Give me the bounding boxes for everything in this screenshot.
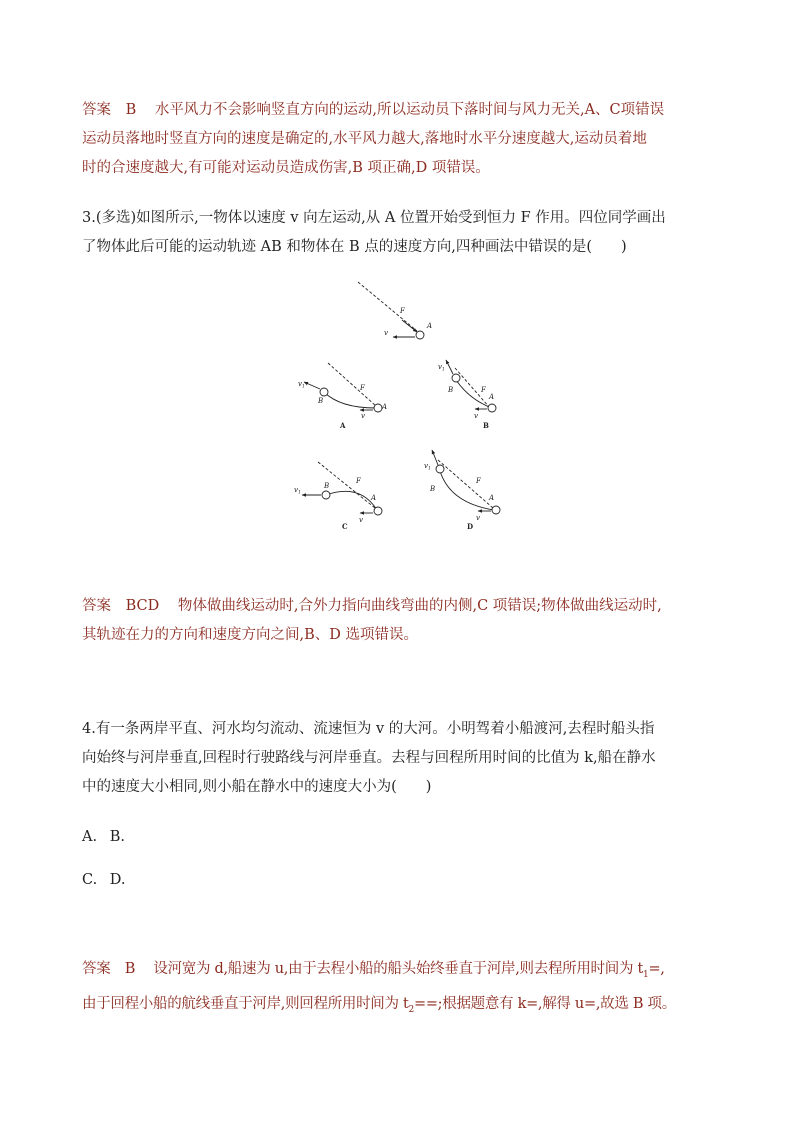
object-b bbox=[452, 374, 460, 382]
force-arrow bbox=[402, 320, 417, 332]
diagram-option-c bbox=[294, 462, 382, 531]
options-row-1 bbox=[82, 826, 133, 848]
answer-text: 由于回程小船的航线垂直于河岸,则回程所用时间为 t bbox=[82, 995, 409, 1012]
label-b: B bbox=[448, 386, 454, 394]
trajectory-curve bbox=[324, 392, 376, 408]
label-b: B bbox=[318, 397, 324, 405]
object-b bbox=[320, 388, 328, 396]
answer-2-line-1 bbox=[82, 96, 712, 125]
question-4-line-1: 4.有一条两岸平直、河水均匀流动、流速恒为 v 的大河。小明驾着小船渡河,去程时船头指 bbox=[82, 721, 655, 737]
question-4-line-3: 中的速度大小相同,则小船在静水中的速度大小为( ) bbox=[82, 779, 432, 795]
label-v1: $v_1$ bbox=[438, 363, 445, 373]
label-b: B bbox=[430, 485, 436, 493]
answer-2 bbox=[82, 96, 712, 183]
question-3-line-1: 3.(多选)如图所示,一物体以速度 v 向左运动,从 A 位置开始受到恒力 F 作用。四位同学画出 bbox=[82, 210, 666, 226]
answer-label: 答案 bbox=[82, 961, 111, 977]
answer-3-line-1 bbox=[82, 592, 712, 621]
label-f: F bbox=[481, 386, 486, 394]
subscript: 2 bbox=[408, 1004, 414, 1015]
caption-a: A bbox=[340, 421, 346, 430]
answer-text: 物体做曲线运动时,合外力指向曲线弯曲的内侧,C 项错误;物体做曲线运动时, bbox=[177, 598, 662, 614]
diagram-option-a bbox=[298, 363, 387, 430]
figure-svg bbox=[280, 278, 520, 538]
options-row-2 bbox=[82, 869, 134, 891]
question-4-line-2: 向始终与河岸垂直,回程时行驶路线与河岸垂直。去程与回程所用时间的比值为 k,船在静水 bbox=[82, 750, 656, 766]
label-v1: $v_1$ bbox=[424, 462, 431, 472]
label-v: v bbox=[476, 514, 480, 522]
velocity-v1-arrow bbox=[304, 382, 320, 389]
answer-text-end: ==;根据题意有 k=,解得 u=,故选 B 项。 bbox=[413, 995, 676, 1012]
label-f: F bbox=[356, 477, 361, 485]
answer-key: B bbox=[124, 961, 136, 977]
option-d: D. bbox=[109, 872, 126, 888]
label-b: B bbox=[324, 482, 330, 490]
velocity-v1-arrow bbox=[446, 360, 453, 374]
answer-4 bbox=[82, 955, 712, 1025]
option-b: B. bbox=[109, 829, 125, 845]
answer-text: 设河宽为 d,船速为 u,由于去程小船的船头始终垂直于河岸,则去程所用时间为 t bbox=[153, 961, 643, 977]
question-3 bbox=[82, 204, 712, 262]
label-v: v bbox=[361, 412, 365, 420]
label-v1: $v_1$ bbox=[294, 486, 301, 496]
answer-3 bbox=[82, 592, 712, 650]
motion-trajectory-figure bbox=[280, 278, 520, 538]
answer-2-line-3: 时的合速度越大,有可能对运动员造成伤害,B 项正确,D 项错误。 bbox=[82, 160, 490, 176]
question-4 bbox=[82, 715, 712, 802]
answer-4-line-2 bbox=[82, 990, 712, 1025]
answer-text-end: =, bbox=[648, 961, 665, 977]
label-a: A bbox=[371, 494, 377, 502]
velocity-v1-arrow bbox=[432, 450, 438, 465]
object-a bbox=[374, 507, 382, 515]
answer-4-line-1 bbox=[82, 955, 712, 990]
object-b bbox=[436, 465, 444, 473]
label-v: v bbox=[384, 329, 388, 337]
trajectory-curve bbox=[440, 471, 494, 510]
option-a: A. bbox=[82, 829, 98, 845]
answer-2-line-2: 运动员落地时竖直方向的速度是确定的,水平风力越大,落地时水平分速度越大,运动员着地 bbox=[82, 131, 647, 147]
label-f: F bbox=[476, 477, 481, 485]
force-line-dashed bbox=[328, 363, 376, 406]
label-f: F bbox=[400, 307, 405, 315]
object-a bbox=[374, 404, 382, 412]
force-line-dashed bbox=[358, 282, 417, 331]
label-v: v bbox=[359, 516, 363, 524]
label-a: A bbox=[427, 322, 433, 330]
object-a bbox=[488, 404, 496, 412]
reference-diagram bbox=[358, 282, 432, 339]
answer-3-line-2: 其轨迹在力的方向和速度方向之间,B、D 选项错误。 bbox=[82, 627, 418, 643]
answer-label: 答案 bbox=[82, 598, 111, 614]
label-v: v bbox=[474, 412, 478, 420]
question-3-line-2: 了物体此后可能的运动轨迹 AB 和物体在 B 点的速度方向,四种画法中错误的是( ) bbox=[82, 239, 627, 255]
object-b bbox=[322, 491, 330, 499]
caption-c: C bbox=[342, 522, 348, 531]
label-a: A bbox=[489, 494, 495, 502]
diagram-option-d bbox=[424, 450, 500, 531]
label-v1: $v_1$ bbox=[298, 380, 305, 390]
object-a bbox=[492, 506, 500, 514]
answer-key: BCD bbox=[125, 598, 160, 614]
object-a bbox=[416, 331, 424, 339]
option-c: C. bbox=[82, 872, 98, 888]
diagram-option-b bbox=[438, 360, 496, 430]
answer-text: 水平风力不会影响竖直方向的运动,所以运动员下落时间与风力无关,A、C项错误 bbox=[154, 102, 665, 118]
subscript: 1 bbox=[643, 969, 649, 980]
answer-label: 答案 bbox=[82, 102, 111, 118]
caption-b: B bbox=[483, 421, 489, 430]
label-a: A bbox=[382, 403, 388, 411]
label-f: F bbox=[360, 384, 365, 392]
trajectory-curve bbox=[326, 491, 377, 510]
label-a: A bbox=[489, 393, 495, 401]
caption-d: D bbox=[467, 522, 474, 531]
answer-key: B bbox=[125, 102, 137, 118]
